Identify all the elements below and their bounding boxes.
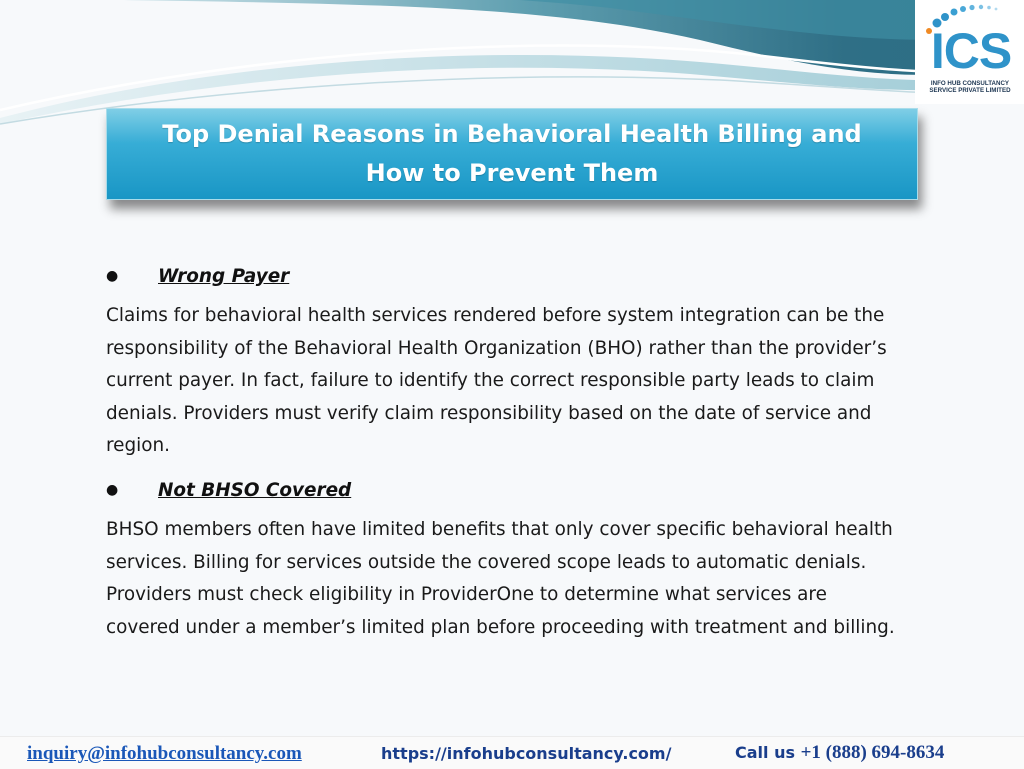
footer-bar <box>0 736 1024 769</box>
phone-label: Call us <box>735 743 795 762</box>
logo-subtitle-line1: INFO HUB CONSULTANCY <box>930 80 1010 87</box>
section-heading-row <box>106 473 906 508</box>
title-banner <box>106 108 918 200</box>
section-paragraph: BHSO members often have limited benefits that only cover specific behavioral health services. Billing for services outside the covered scope leads to automatic denials. Providers must check eligibility in ProviderOne to determine what services are covered under a member’s limited plan before proceeding with treatment and billing. <box>106 518 895 638</box>
email-link[interactable]: inquiry@infohubconsultancy.com <box>27 743 302 764</box>
logo-subtitle-line2: SERVICE PRIVATE LIMITED <box>929 87 1011 94</box>
page-title: Top Denial Reasons in Behavioral Health Billing and How to Prevent Them <box>162 120 862 187</box>
logo-mark: ICS <box>930 23 1012 79</box>
logo-subtitle <box>919 80 1021 94</box>
bullet-icon: ● <box>106 268 119 284</box>
phone-contact[interactable] <box>735 742 944 764</box>
bullet-icon: ● <box>106 481 119 498</box>
section-heading-row <box>106 259 906 294</box>
article-content <box>106 259 906 654</box>
website-link[interactable]: https://infohubconsultancy.com/ <box>381 744 672 763</box>
phone-number: +1 (888) 694-8634 <box>800 742 945 763</box>
section-heading: Not BHSO Covered <box>158 479 352 501</box>
section-heading: Wrong Payer <box>158 266 290 287</box>
section-paragraph: Claims for behavioral health services rendered before system integration can be the responsibility of the Behavioral Health Organization (BHO) rather than the provider’s current payer. In fact, failure to identify the correct responsible party leads to claim denials. Providers must verify claim responsibility based on the date of service and region. <box>106 305 887 457</box>
company-logo <box>915 0 1024 104</box>
